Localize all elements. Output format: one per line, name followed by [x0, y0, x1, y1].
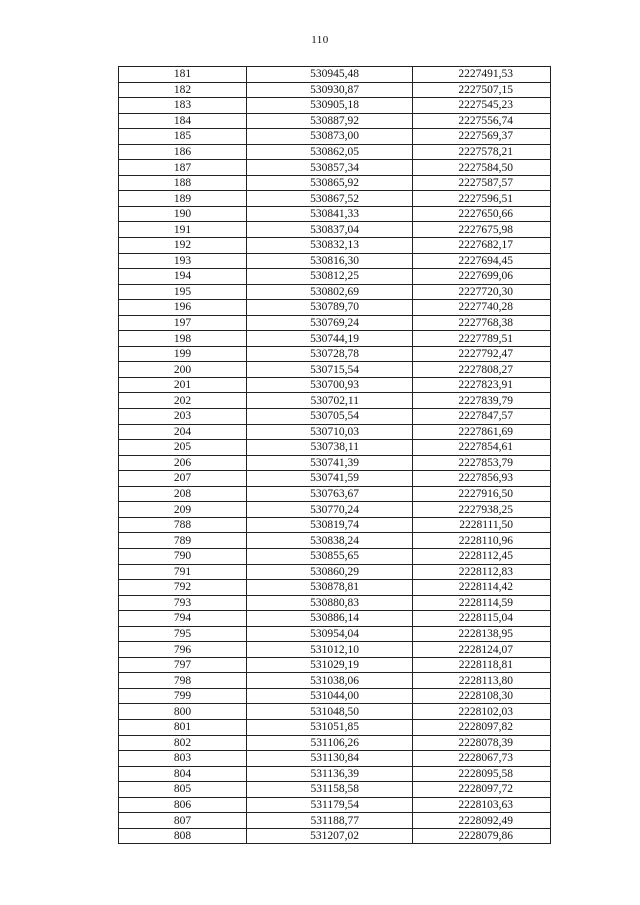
point-number-cell: 206 [119, 455, 247, 471]
y-coordinate-cell: 2227491,53 [413, 67, 551, 83]
y-coordinate-cell: 2228112,45 [413, 548, 551, 564]
y-coordinate-cell: 2228102,03 [413, 704, 551, 720]
x-coordinate-cell: 531158,58 [247, 782, 413, 798]
point-number-cell: 808 [119, 828, 247, 844]
x-coordinate-cell: 530841,33 [247, 206, 413, 222]
y-coordinate-cell: 2227578,21 [413, 144, 551, 160]
y-coordinate-cell: 2227682,17 [413, 238, 551, 254]
x-coordinate-cell: 530945,48 [247, 67, 413, 83]
x-coordinate-cell: 530728,78 [247, 346, 413, 362]
table-row [119, 409, 551, 425]
table-row [119, 533, 551, 549]
y-coordinate-cell: 2227792,47 [413, 346, 551, 362]
point-number-cell: 204 [119, 424, 247, 440]
point-number-cell: 200 [119, 362, 247, 378]
table-row [119, 129, 551, 145]
point-number-cell: 194 [119, 269, 247, 285]
coordinates-table-body [119, 67, 551, 844]
x-coordinate-cell: 531044,00 [247, 688, 413, 704]
y-coordinate-cell: 2227789,51 [413, 331, 551, 347]
table-row [119, 704, 551, 720]
point-number-cell: 184 [119, 113, 247, 129]
y-coordinate-cell: 2228113,80 [413, 673, 551, 689]
x-coordinate-cell: 530702,11 [247, 393, 413, 409]
table-row [119, 813, 551, 829]
point-number-cell: 202 [119, 393, 247, 409]
point-number-cell: 792 [119, 580, 247, 596]
point-number-cell: 196 [119, 300, 247, 316]
y-coordinate-cell: 2227650,66 [413, 206, 551, 222]
table-row [119, 595, 551, 611]
x-coordinate-cell: 530860,29 [247, 564, 413, 580]
y-coordinate-cell: 2227808,27 [413, 362, 551, 378]
point-number-cell: 802 [119, 735, 247, 751]
y-coordinate-cell: 2227694,45 [413, 253, 551, 269]
table-row [119, 315, 551, 331]
y-coordinate-cell: 2227699,06 [413, 269, 551, 285]
point-number-cell: 190 [119, 206, 247, 222]
x-coordinate-cell: 531207,02 [247, 828, 413, 844]
x-coordinate-cell: 531051,85 [247, 719, 413, 735]
x-coordinate-cell: 530819,74 [247, 517, 413, 533]
y-coordinate-cell: 2228079,86 [413, 828, 551, 844]
x-coordinate-cell: 530873,00 [247, 129, 413, 145]
point-number-cell: 790 [119, 548, 247, 564]
table-row [119, 377, 551, 393]
x-coordinate-cell: 530930,87 [247, 82, 413, 98]
x-coordinate-cell: 531038,06 [247, 673, 413, 689]
coordinates-table [118, 66, 551, 844]
table-row [119, 331, 551, 347]
x-coordinate-cell: 530887,92 [247, 113, 413, 129]
table-row [119, 828, 551, 844]
point-number-cell: 209 [119, 502, 247, 518]
point-number-cell: 791 [119, 564, 247, 580]
table-row [119, 206, 551, 222]
point-number-cell: 207 [119, 471, 247, 487]
table-row [119, 735, 551, 751]
x-coordinate-cell: 530738,11 [247, 440, 413, 456]
point-number-cell: 181 [119, 67, 247, 83]
point-number-cell: 799 [119, 688, 247, 704]
y-coordinate-cell: 2227587,57 [413, 175, 551, 191]
y-coordinate-cell: 2227584,50 [413, 160, 551, 176]
y-coordinate-cell: 2227768,38 [413, 315, 551, 331]
point-number-cell: 789 [119, 533, 247, 549]
table-row [119, 144, 551, 160]
point-number-cell: 804 [119, 766, 247, 782]
x-coordinate-cell: 530715,54 [247, 362, 413, 378]
y-coordinate-cell: 2227861,69 [413, 424, 551, 440]
point-number-cell: 182 [119, 82, 247, 98]
point-number-cell: 795 [119, 626, 247, 642]
y-coordinate-cell: 2227853,79 [413, 455, 551, 471]
x-coordinate-cell: 530862,05 [247, 144, 413, 160]
x-coordinate-cell: 530705,54 [247, 409, 413, 425]
x-coordinate-cell: 530855,65 [247, 548, 413, 564]
point-number-cell: 191 [119, 222, 247, 238]
x-coordinate-cell: 530769,24 [247, 315, 413, 331]
y-coordinate-cell: 2227938,25 [413, 502, 551, 518]
point-number-cell: 205 [119, 440, 247, 456]
point-number-cell: 195 [119, 284, 247, 300]
y-coordinate-cell: 2228112,83 [413, 564, 551, 580]
x-coordinate-cell: 530741,59 [247, 471, 413, 487]
y-coordinate-cell: 2227720,30 [413, 284, 551, 300]
point-number-cell: 201 [119, 377, 247, 393]
y-coordinate-cell: 2227847,57 [413, 409, 551, 425]
point-number-cell: 805 [119, 782, 247, 798]
table-row [119, 253, 551, 269]
x-coordinate-cell: 530763,67 [247, 486, 413, 502]
table-row [119, 362, 551, 378]
point-number-cell: 192 [119, 238, 247, 254]
point-number-cell: 807 [119, 813, 247, 829]
y-coordinate-cell: 2227854,61 [413, 440, 551, 456]
point-number-cell: 186 [119, 144, 247, 160]
x-coordinate-cell: 530905,18 [247, 98, 413, 114]
table-row [119, 797, 551, 813]
table-row [119, 766, 551, 782]
y-coordinate-cell: 2228114,42 [413, 580, 551, 596]
x-coordinate-cell: 531012,10 [247, 642, 413, 658]
x-coordinate-cell: 530832,13 [247, 238, 413, 254]
point-number-cell: 183 [119, 98, 247, 114]
y-coordinate-cell: 2228097,72 [413, 782, 551, 798]
point-number-cell: 193 [119, 253, 247, 269]
point-number-cell: 187 [119, 160, 247, 176]
y-coordinate-cell: 2227916,50 [413, 486, 551, 502]
y-coordinate-cell: 2228124,07 [413, 642, 551, 658]
table-row [119, 517, 551, 533]
point-number-cell: 801 [119, 719, 247, 735]
table-row [119, 191, 551, 207]
table-row [119, 688, 551, 704]
table-row [119, 611, 551, 627]
table-row [119, 67, 551, 83]
x-coordinate-cell: 531029,19 [247, 657, 413, 673]
x-coordinate-cell: 530880,83 [247, 595, 413, 611]
y-coordinate-cell: 2227556,74 [413, 113, 551, 129]
table-row [119, 455, 551, 471]
table-row [119, 269, 551, 285]
table-row [119, 564, 551, 580]
table-row [119, 346, 551, 362]
y-coordinate-cell: 2228092,49 [413, 813, 551, 829]
x-coordinate-cell: 530837,04 [247, 222, 413, 238]
y-coordinate-cell: 2228067,73 [413, 751, 551, 767]
y-coordinate-cell: 2227569,37 [413, 129, 551, 145]
y-coordinate-cell: 2227675,98 [413, 222, 551, 238]
y-coordinate-cell: 2227596,51 [413, 191, 551, 207]
table-row [119, 238, 551, 254]
point-number-cell: 798 [119, 673, 247, 689]
x-coordinate-cell: 530700,93 [247, 377, 413, 393]
table-row [119, 751, 551, 767]
y-coordinate-cell: 2228097,82 [413, 719, 551, 735]
table-row [119, 486, 551, 502]
point-number-cell: 788 [119, 517, 247, 533]
point-number-cell: 793 [119, 595, 247, 611]
x-coordinate-cell: 530857,34 [247, 160, 413, 176]
point-number-cell: 797 [119, 657, 247, 673]
table-row [119, 642, 551, 658]
point-number-cell: 796 [119, 642, 247, 658]
point-number-cell: 188 [119, 175, 247, 191]
x-coordinate-cell: 531048,50 [247, 704, 413, 720]
point-number-cell: 806 [119, 797, 247, 813]
table-row [119, 300, 551, 316]
table-row [119, 175, 551, 191]
table-row [119, 548, 551, 564]
point-number-cell: 203 [119, 409, 247, 425]
table-row [119, 502, 551, 518]
x-coordinate-cell: 531106,26 [247, 735, 413, 751]
x-coordinate-cell: 530865,92 [247, 175, 413, 191]
y-coordinate-cell: 2228138,95 [413, 626, 551, 642]
table-row [119, 782, 551, 798]
y-coordinate-cell: 2227740,28 [413, 300, 551, 316]
table-row [119, 626, 551, 642]
point-number-cell: 794 [119, 611, 247, 627]
point-number-cell: 197 [119, 315, 247, 331]
point-number-cell: 198 [119, 331, 247, 347]
x-coordinate-cell: 531136,39 [247, 766, 413, 782]
table-row [119, 82, 551, 98]
y-coordinate-cell: 2228115,04 [413, 611, 551, 627]
y-coordinate-cell: 2228103,63 [413, 797, 551, 813]
x-coordinate-cell: 530741,39 [247, 455, 413, 471]
table-row [119, 98, 551, 114]
table-row [119, 471, 551, 487]
y-coordinate-cell: 2228108,30 [413, 688, 551, 704]
x-coordinate-cell: 531188,77 [247, 813, 413, 829]
y-coordinate-cell: 2227856,93 [413, 471, 551, 487]
x-coordinate-cell: 530816,30 [247, 253, 413, 269]
table-row [119, 440, 551, 456]
x-coordinate-cell: 530954,04 [247, 626, 413, 642]
y-coordinate-cell: 2228118,81 [413, 657, 551, 673]
x-coordinate-cell: 530867,52 [247, 191, 413, 207]
point-number-cell: 185 [119, 129, 247, 145]
x-coordinate-cell: 531179,54 [247, 797, 413, 813]
table-row [119, 580, 551, 596]
x-coordinate-cell: 530886,14 [247, 611, 413, 627]
x-coordinate-cell: 530789,70 [247, 300, 413, 316]
y-coordinate-cell: 2227839,79 [413, 393, 551, 409]
y-coordinate-cell: 2228095,58 [413, 766, 551, 782]
table-row [119, 424, 551, 440]
x-coordinate-cell: 531130,84 [247, 751, 413, 767]
table-row [119, 222, 551, 238]
table-row [119, 284, 551, 300]
y-coordinate-cell: 2228078,39 [413, 735, 551, 751]
y-coordinate-cell: 2228110,96 [413, 533, 551, 549]
point-number-cell: 189 [119, 191, 247, 207]
x-coordinate-cell: 530838,24 [247, 533, 413, 549]
x-coordinate-cell: 530770,24 [247, 502, 413, 518]
y-coordinate-cell: 2227823,91 [413, 377, 551, 393]
table-row [119, 673, 551, 689]
y-coordinate-cell: 2227545,23 [413, 98, 551, 114]
page-number: 110 [311, 34, 329, 46]
point-number-cell: 800 [119, 704, 247, 720]
table-row [119, 393, 551, 409]
y-coordinate-cell: 2228111,50 [413, 517, 551, 533]
table-row [119, 719, 551, 735]
x-coordinate-cell: 530710,03 [247, 424, 413, 440]
x-coordinate-cell: 530878,81 [247, 580, 413, 596]
point-number-cell: 803 [119, 751, 247, 767]
point-number-cell: 199 [119, 346, 247, 362]
table-row [119, 160, 551, 176]
table-row [119, 113, 551, 129]
y-coordinate-cell: 2228114,59 [413, 595, 551, 611]
point-number-cell: 208 [119, 486, 247, 502]
y-coordinate-cell: 2227507,15 [413, 82, 551, 98]
table-row [119, 657, 551, 673]
x-coordinate-cell: 530744,19 [247, 331, 413, 347]
x-coordinate-cell: 530802,69 [247, 284, 413, 300]
x-coordinate-cell: 530812,25 [247, 269, 413, 285]
